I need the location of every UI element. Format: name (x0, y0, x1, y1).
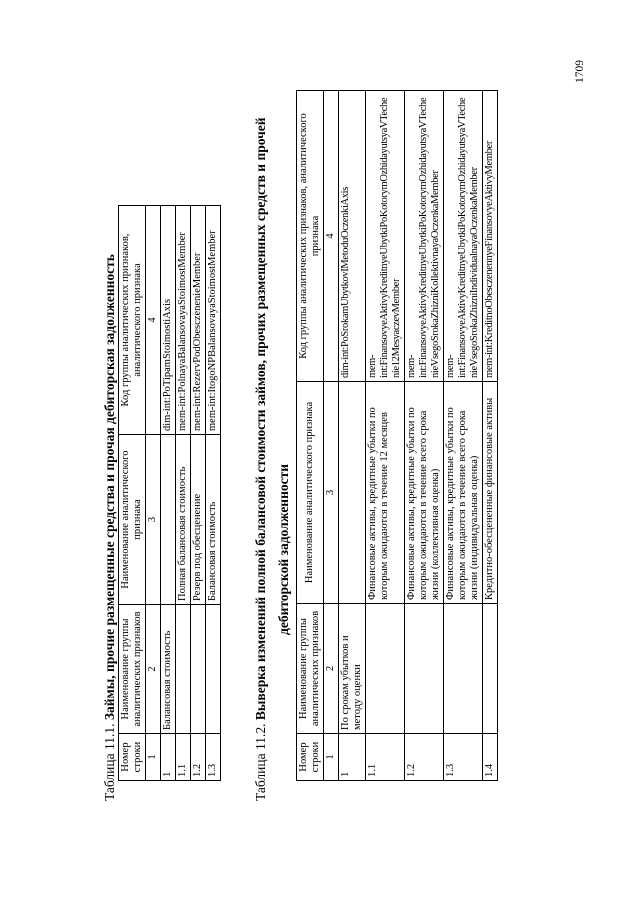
table1-caption-title: Займы, прочие размещенные средства и прочая дебиторская задолженность (102, 254, 117, 721)
row-attribute-name (339, 382, 366, 604)
row-attribute-name: Резерв под обесценение (191, 435, 206, 605)
table2-caption (253, 117, 269, 801)
table1-colnum-2: 2 (146, 605, 161, 734)
row-group-name (444, 604, 483, 734)
table-row (176, 206, 191, 781)
table2-header-group-name: Наименование группы аналитических признаков (297, 604, 324, 734)
table2-header-number: Номер строки (297, 734, 324, 781)
row-code: mem-int:FinansovyeAktivyKreditnyeUbytkiPoKotorymOzhidayutsyaVTechenieVsegoSrokaZhizniKollektivnayaOczenkaMember (405, 91, 444, 382)
page-number: 1709 (574, 60, 586, 83)
table2-colnum-3: 3 (324, 382, 339, 604)
row-attribute-name: Финансовые активы, кредитные убытки по которым ожидаются в течение 12 месяцев (366, 382, 405, 604)
row-number: 1.2 (191, 734, 206, 781)
table-row (339, 91, 366, 781)
table2-caption-continuation (276, 464, 292, 635)
table1-caption-prefix: Таблица 11.1. (102, 723, 117, 801)
row-group-name (206, 605, 221, 734)
row-number: 1.1 (366, 734, 405, 781)
table-row (206, 206, 221, 781)
table2 (296, 90, 498, 781)
row-group-name (405, 604, 444, 734)
table1-colnum-3: 3 (146, 435, 161, 605)
table1-header-attribute-name: Наименование аналитического признака (119, 435, 146, 605)
table-row (405, 91, 444, 781)
table-row (444, 91, 483, 781)
row-number: 1.3 (206, 734, 221, 781)
table2-header-row (297, 91, 324, 781)
table2-colnum-1: 1 (324, 734, 339, 781)
row-number: 1 (339, 734, 366, 781)
table2-caption-title-line2: дебиторской задолженности (276, 463, 291, 635)
row-code: dim-int:PoSrokamUbytkovIMetoduOczenkiAxis (339, 91, 366, 382)
table1-header-group-name: Наименование группы аналитических признаков (119, 605, 146, 734)
row-code: mem-int:PolnayaBalansovayaStoimostMember (176, 206, 191, 435)
row-attribute-name: Полная балансовая стоимость (176, 435, 191, 605)
row-group-name (366, 604, 405, 734)
row-group-name: По срокам убытков и методу оценки (339, 604, 366, 734)
row-group-name (191, 605, 206, 734)
row-code: mem-int:FinansovyeAktivyKreditnyeUbytkiPoKotorymOzhidayutsyaVTechenie12MesyaczevMember (366, 91, 405, 382)
table1-header-row (119, 206, 146, 781)
table1-colnum-4: 4 (146, 206, 161, 435)
row-number: 1.3 (444, 734, 483, 781)
table-row (191, 206, 206, 781)
row-group-name (483, 604, 498, 734)
row-attribute-name: Финансовые активы, кредитные убытки по которым ожидаются в течение всего срока жизни (индивидуальная оценка) (444, 382, 483, 604)
row-attribute-name: Кредитно-обесцененные финансовые активы (483, 382, 498, 604)
row-attribute-name: Балансовая стоимость (206, 435, 221, 605)
table-row (161, 206, 176, 781)
table2-colnum-4: 4 (324, 91, 339, 382)
table1-column-number-row (146, 206, 161, 781)
row-number: 1.4 (483, 734, 498, 781)
table1 (118, 205, 221, 781)
table2-column-number-row (324, 91, 339, 781)
row-code: mem-int:RezervPodObesczenenieMember (191, 206, 206, 435)
row-code: mem-int:FinansovyeAktivyKreditnyeUbytkiPoKotorymOzhidayutsyaVTechenieVsegoSrokaZhizniIndividualnayaOczenkaMember (444, 91, 483, 382)
row-number: 1.2 (405, 734, 444, 781)
table2-header-attribute-name: Наименование аналитического признака (297, 382, 324, 604)
table1-header-code: Код группы аналитических признаков, аналитического признака (119, 206, 146, 435)
row-group-name: Балансовая стоимость (161, 605, 176, 734)
row-code: dim-int:PoTipamStoimostiAxis (161, 206, 176, 435)
table2-caption-title-line1: Выверка изменений полной балансовой стоимости займов, прочих размещенных средств и прочей (253, 117, 268, 721)
row-code: mem-int:ItogoNPBalansovayaStoimostMember (206, 206, 221, 435)
row-group-name (176, 605, 191, 734)
table2-caption-prefix: Таблица 11.2. (253, 723, 268, 801)
table-row (483, 91, 498, 781)
table2-header-code: Код группы аналитических признаков, аналитического признака (297, 91, 324, 382)
table-row (366, 91, 405, 781)
row-attribute-name (161, 435, 176, 605)
table1-caption (102, 254, 118, 801)
row-code: mem-int:KreditnoObesczenennyeFinansovyeAktivyMember (483, 91, 498, 382)
row-number: 1 (161, 734, 176, 781)
row-number: 1.1 (176, 734, 191, 781)
row-attribute-name: Финансовые активы, кредитные убытки по которым ожидаются в течение всего срока жизни (коллективная оценка) (405, 382, 444, 604)
table2-colnum-2: 2 (324, 604, 339, 734)
table1-header-number: Номер строки (119, 734, 146, 781)
table1-colnum-1: 1 (146, 734, 161, 781)
